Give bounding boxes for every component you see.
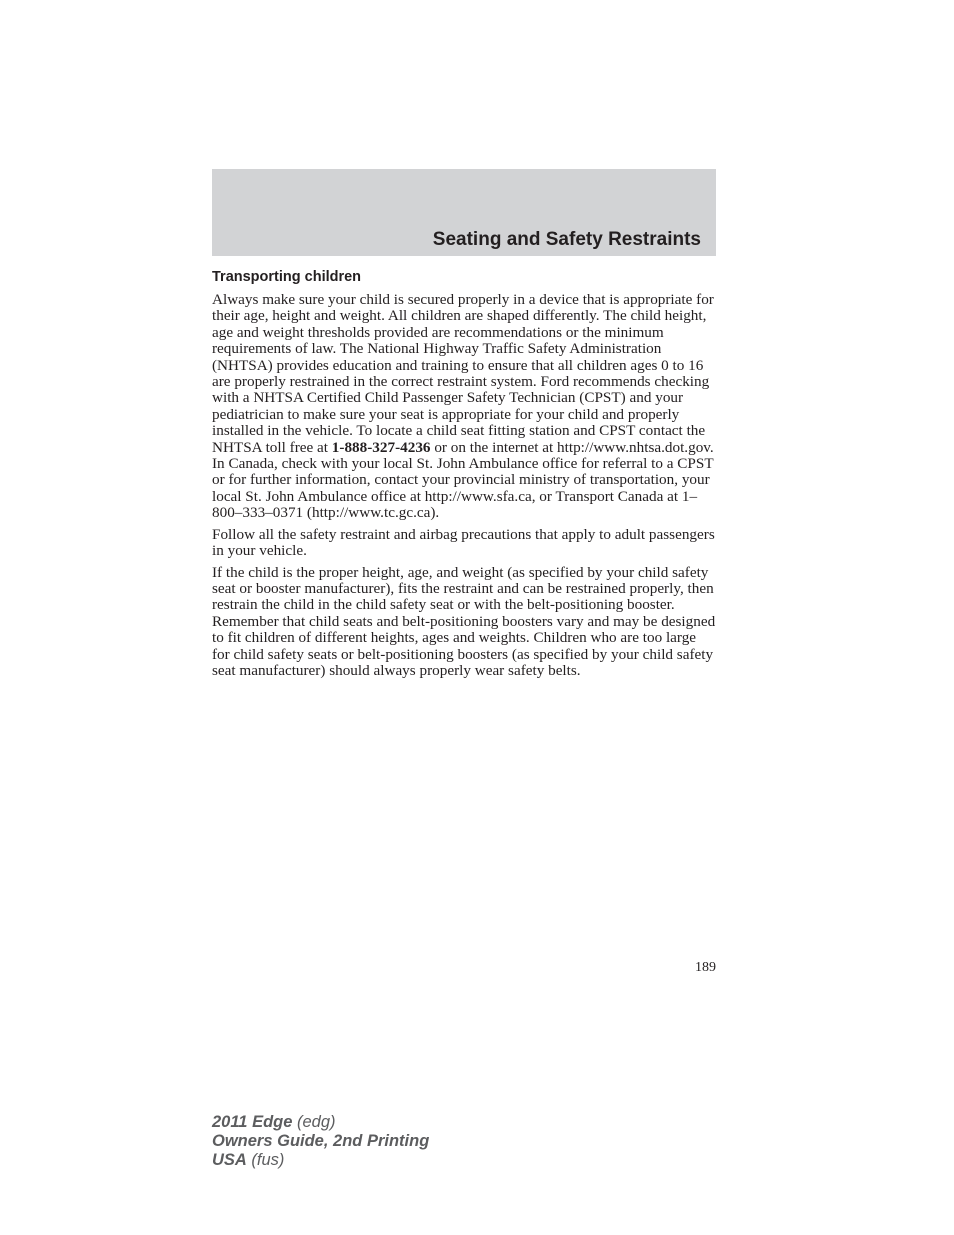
paragraph-child-height-age-weight: If the child is the proper height, age, and weight (as specified by your child safety seat or booster manufacturer), fits the restraint and can be restrained properly, then restrain the child in the child safety seat or with the belt-positioning booster. Remember that child seats and belt-positioning boosters vary and may be designed to fit children of different heights, ages and weights. Children who are too large for child safety seats or belt-positioning boosters (as specified by your child safety seat manufacturer) should always properly wear safety belts.: [212, 563, 716, 679]
paragraph-text: or on the internet at http://www.nhtsa.dot.gov. In Canada, check with your local St. John Ambulance office for referral to a CPST or for further information, contact your provincial ministry of transportation, your local St. John Ambulance office at http://www.sfa.ca, or Transport Canada at 1–800–333–0371 (http://www.tc.gc.ca).: [212, 438, 714, 522]
page-content: [212, 267, 716, 684]
footer-model-name: 2011 Edge: [212, 1113, 293, 1131]
paragraph-transporting-children: [212, 292, 716, 522]
page-number: 189: [695, 960, 716, 975]
nhtsa-phone-number: 1-888-327-4236: [331, 438, 431, 456]
section-header-band: [212, 169, 716, 256]
footer-market: USA: [212, 1151, 247, 1169]
paragraph-text: Always make sure your child is secured properly in a device that is appropriate for their age, height and weight. All children are shaped differently. The child height, age and weight thresholds provided are recommendations or the minimum requirements of law. The National Highway Traffic Safety Administration (NHTSA) provides education and training to ensure that all children ages 0 to 16 are properly restrained in the correct restraint system. Ford recommends checking with a NHTSA Certified Child Passenger Safety Technician (CPST) and your pediatrician to make sure your seat is appropriate for your child and properly installed in the vehicle. To locate a child seat fitting station and CPST contact the NHTSA toll free at: [212, 291, 714, 456]
footer-line-printing: [212, 1132, 429, 1151]
paragraph-follow-precautions: Follow all the safety restraint and airbag precautions that apply to adult passengers in your vehicle.: [212, 525, 715, 560]
footer-model-code: (edg): [292, 1113, 336, 1131]
section-title: Seating and Safety Restraints: [432, 229, 701, 250]
document-footer: [212, 1113, 429, 1170]
footer-market-code: (fus): [246, 1151, 285, 1169]
footer-printing: Owners Guide, 2nd Printing: [212, 1132, 430, 1150]
subsection-heading: Transporting children: [212, 269, 362, 285]
footer-line-model: [212, 1113, 429, 1132]
footer-line-market: [212, 1151, 429, 1170]
